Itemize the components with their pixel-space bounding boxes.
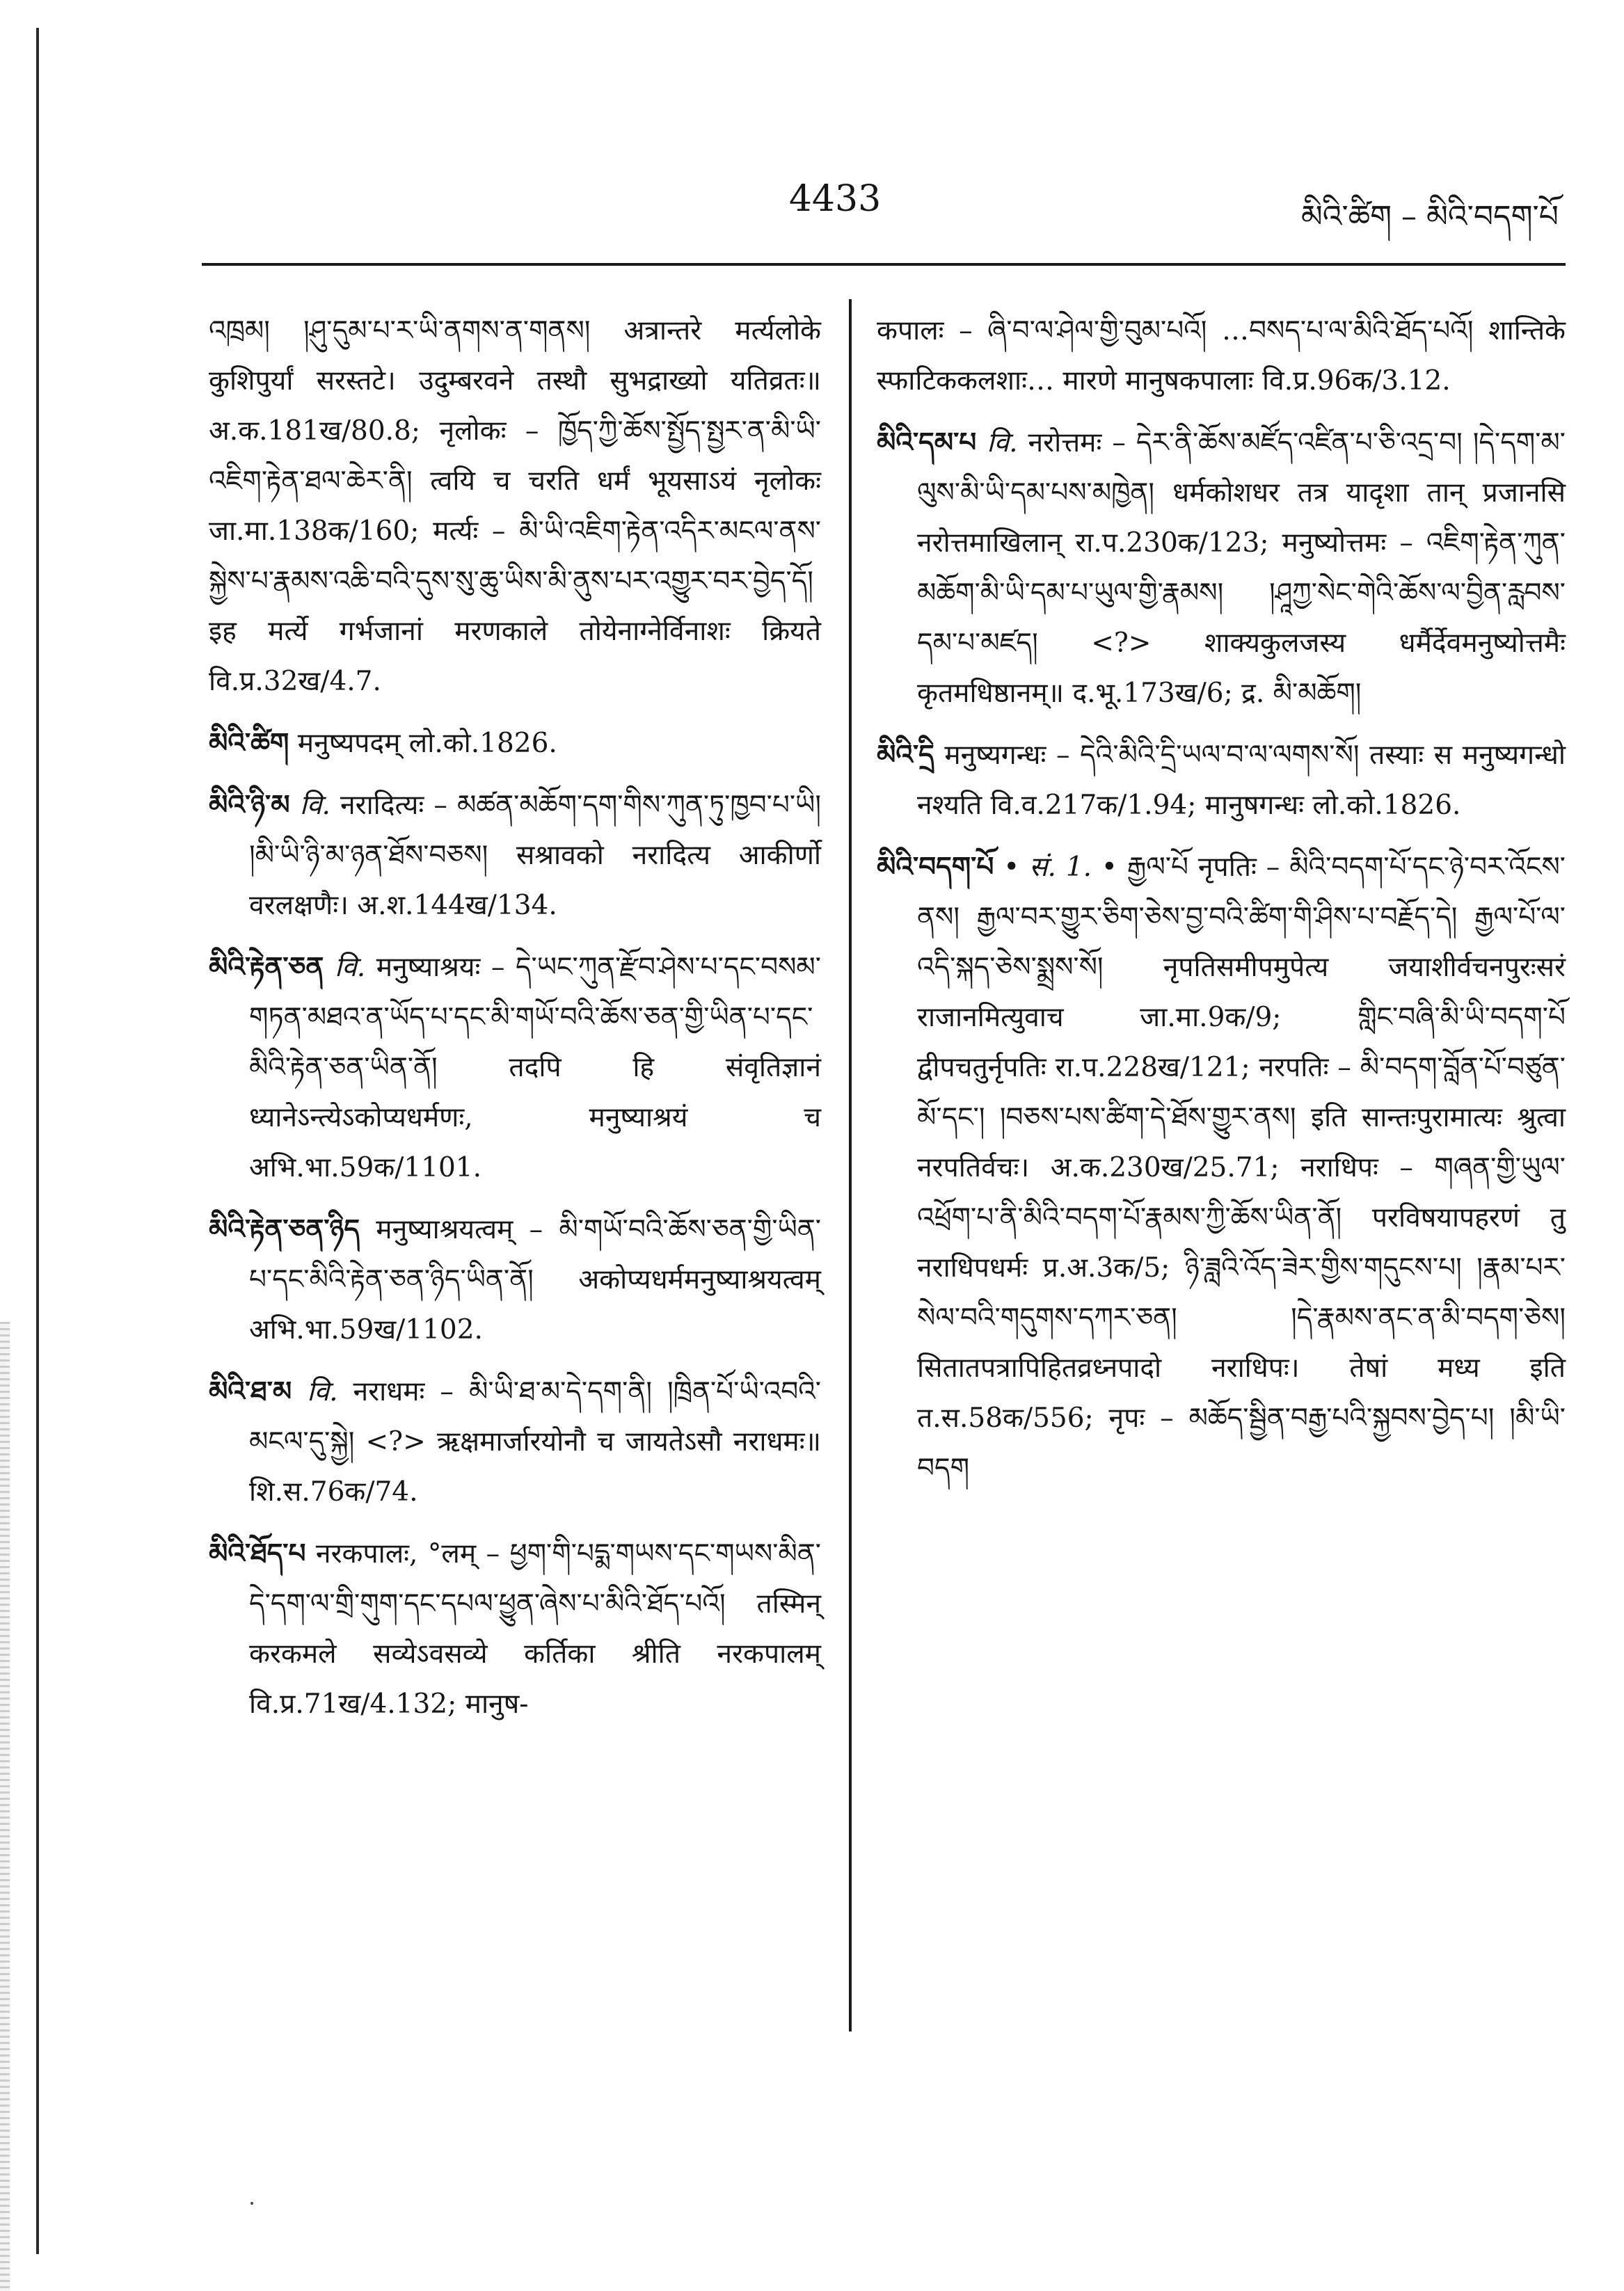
grammar-marker: वि. [324,952,366,983]
dictionary-entry [877,730,1566,831]
page-number: 4433 [788,178,882,220]
entry-headword: མིའི་དམ་པ [877,426,977,458]
entry-text: नरादित्यः – མཚན་མཆོག་དག་གིས་ཀུན་ཏུ་ཁྱབ་པ་ཡི། །མི་ཡི་ཉི་མ་ཉན་ཐོས་བཅས། सश्रावको नरादित्य आकीर्णो वरलक्षणैः। अ.श.144ख/134. [249,790,821,921]
entry-headword: མིའི་དྲི [877,739,934,771]
left-column [209,306,821,1749]
entry-text: འཁྲམ། །ཤུ་དུམ་པ་ར་ཡི་ནགས་ན་གནས། अत्रान्तरे मर्त्यलोके कुशिपुर्यां सरस्तटे। उदुम्बरवने तस्थौ सुभद्राख्यो यतिव्रतः॥ अ.क.181ख/80.8; नृलोकः – ཁྱོད་ཀྱི་ཆོས་སྤྱོད་སྤྱར་ན་མི་ཡི་འཇིག་རྟེན་ཐལ་ཆེར་ནི། त्वयि च चरति धर्मं भूयसाऽयं नृलोकः जा.मा.138क/160; मर्त्यः – མི་ཡི་འཇིག་རྟེན་འདིར་མངལ་ནས་སྐྱེས་པ་རྣམས་འཆི་བའི་དུས་སུ་ཆུ་ཡིས་མི་ནུས་པར་འགྱུར་བར་བྱེད་དོ། इह मर्त्ये गर्भजानां मरणकाले तोयेनाग्नेर्विनाशः क्रियते वि.प्र.32ख/4.7. [209,315,821,697]
grammar-marker: वि. [289,790,331,821]
header-rule [202,263,1566,266]
entry-text: नरोत्तमः – དེར་ནི་ཆོས་མཛོད་འཛིན་པ་ཅི་འདྲ་བ། །དེ་དག་མ་ལུས་མི་ཡི་དམ་པས་མཁྱེན། धर्मकोशधर तत्र यादृशा तान् प्रजानसि नरोत्तमाखिलान् रा.प.230क/123; मनुष्योत्तमः – འཇིག་རྟེན་ཀུན་མཆོག་མི་ཡི་དམ་པ་ཡུལ་གྱི་རྣམས། །ཤཱཀྱ་སེང་གེའི་ཆོས་ལ་བྱིན་རླབས་དམ་པ་མཛད། <?> शाक्यकुलजस्य धर्मैर्देवमनुष्योत्तमैः कृतमधिष्ठानम्॥ द.भू.173ख/6; द्र. མི་མཆོག། [917,427,1566,709]
entry-text: नराधमः – མི་ཡི་ཐ་མ་དེ་དག་ནི། །ཁྲིན་པོ་ཡི་འབའི་མངལ་དུ་སྐྱེ། <?> ऋक्षमार्जारयोनौ च जायतेऽसौ नराधमः॥ शि.स.76क/74. [249,1376,821,1508]
grammar-marker: वि. [292,1376,338,1407]
entry-text: རྒྱལ་པོ नृपतिः – མིའི་བདག་པོ་དང་ཉེ་བར་འོངས་ནས། རྒྱལ་བར་གྱུར་ཅིག་ཅེས་བྱ་བའི་ཚིག་གི་ཤིས་པ་བརྗོད་དེ། རྒྱལ་པོ་ལ་འདི་སྐད་ཅེས་སྨྲས་སོ། नृपतिसमीपमुपेत्य जयाशीर्वचनपुरःसरं राजानमित्युवाच जा.मा.9क/9; གླིང་བཞི་མི་ཡི་བདག་པོ द्वीपचतुर्नृपतिः रा.प.228ख/121; नरपतिः – མི་བདག་བློན་པོ་བཙུན་མོ་དང་། །བཅས་པས་ཚིག་དེ་ཐོས་གྱུར་ནས། इति सान्तःपुरामात्यः श्रुत्वा नरपतिर्वचः। अ.क.230ख/25.71; नराधिपः – གཞན་གྱི་ཡུལ་འཕྲོག་པ་ནི་མིའི་བདག་པོ་རྣམས་ཀྱི་ཆོས་ཡིན་ནོ། परविषयापहरणं तु नराधिपधर्मः प्र.अ.3क/5; ཉི་ཟླའི་འོད་ཟེར་གྱིས་གདུངས་པ། །རྣམ་པར་སེལ་བའི་གདུགས་དཀར་ཅན། །དེ་རྣམས་ནང་ན་མི་བདག་ཅེས། सितातपत्रापिहितव्रध्नपादो नराधिपः। तेषां मध्य इति त.स.58क/556; नृपः – མཆོད་སྦྱིན་བརྒྱ་པའི་སྐྱབས་བྱེད་པ། །མི་ཡི་བདག [917,852,1566,1484]
entry-continuation [209,306,821,707]
dictionary-entry [209,1528,821,1730]
dictionary-entry [209,942,821,1193]
entry-text: कपालः – ཞི་བ་ལ་ཤེལ་གྱི་བུམ་པའོ། …བསད་པ་ལ་མིའི་ཐོད་པའོ། शान्तिके स्फाटिककलशाः… मारणे मानुषकपालाः वि.प्र.96क/3.12. [877,315,1566,397]
dictionary-entry [877,417,1566,719]
entry-text: मनुष्याश्रयः – དེ་ཡང་ཀུན་རྫོབ་ཤེས་པ་དང་བསམ་གཏན་མཐའ་ན་ཡོད་པ་དང་མི་གཡོ་བའི་ཆོས་ཅན་གྱི་ཡིན་པ་དང་མིའི་རྟེན་ཅན་ཡིན་ནོ། तदपि हि संवृतिज्ञानं ध्यानेऽन्त्येऽकोप्यधर्मणः, मनुष्याश्रयं च अभि.भा.59क/1101. [249,952,821,1183]
entry-headword: མིའི་ཚིག [209,727,289,759]
column-divider [849,299,852,2031]
dictionary-entry [209,718,821,769]
right-column [877,306,1566,1513]
page-edge-shadow [0,1322,10,2291]
dictionary-entry [209,1366,821,1517]
page-edge-line [36,28,39,2254]
entry-headword: མིའི་ཐ་མ [209,1375,292,1407]
running-head: མིའི་ཚིག – མིའི་བདག་པོ [1300,199,1559,234]
entry-headword: མིའི་ཉི་མ [209,789,290,821]
entry-text: मनुष्यगन्धः – དེའི་མིའི་དྲི་ཡལ་བ་ལ་ལགས་སོ། तस्याः स मनुष्यगन्धो नश्यति वि.व.217क/1.94; मानुषगन्धः लो.को.1826. [917,740,1566,821]
dictionary-entry [877,842,1566,1494]
entry-text: नरकपालः, °लम् – ཕྱག་གི་པདྨ་གཡས་དང་གཡས་མིན་དེ་དག་ལ་གྲི་གུག་དང་དཔལ་ཕྱུན་ཞེས་པ་མིའི་ཐོད་པའོ། तस्मिन् करकमले सव्येऽवसव्ये कर्तिका श्रीति नरकपालम् वि.प्र.71ख/4.132; मानुष- [249,1538,821,1720]
entry-text: मनुष्यपदम् लो.को.1826. [289,728,557,759]
entry-headword: མིའི་བདག་པོ [877,851,994,883]
grammar-marker: • सं. 1. • [994,852,1117,883]
grammar-marker: वि. [976,427,1018,458]
entry-text: मनुष्याश्रयत्वम् – མི་གཡོ་བའི་ཆོས་ཅན་གྱི་ཡིན་པ་དང་མིའི་རྟེན་ཅན་ཉིད་ཡིན་ནོ། अकोप्यधर्ममनुष्याश्रयत्वम् अभि.भा.59ख/1102. [249,1214,821,1346]
entry-headword: མིའི་རྟེན་ཅན [209,951,324,983]
scan-speck [250,2202,253,2205]
dictionary-entry [209,780,821,931]
entry-continuation [877,306,1566,406]
entry-headword: མིའི་རྟེན་ཅན་ཉིད [209,1213,360,1245]
entry-headword: མིའི་ཐོད་པ [209,1538,306,1570]
dictionary-entry [209,1204,821,1355]
